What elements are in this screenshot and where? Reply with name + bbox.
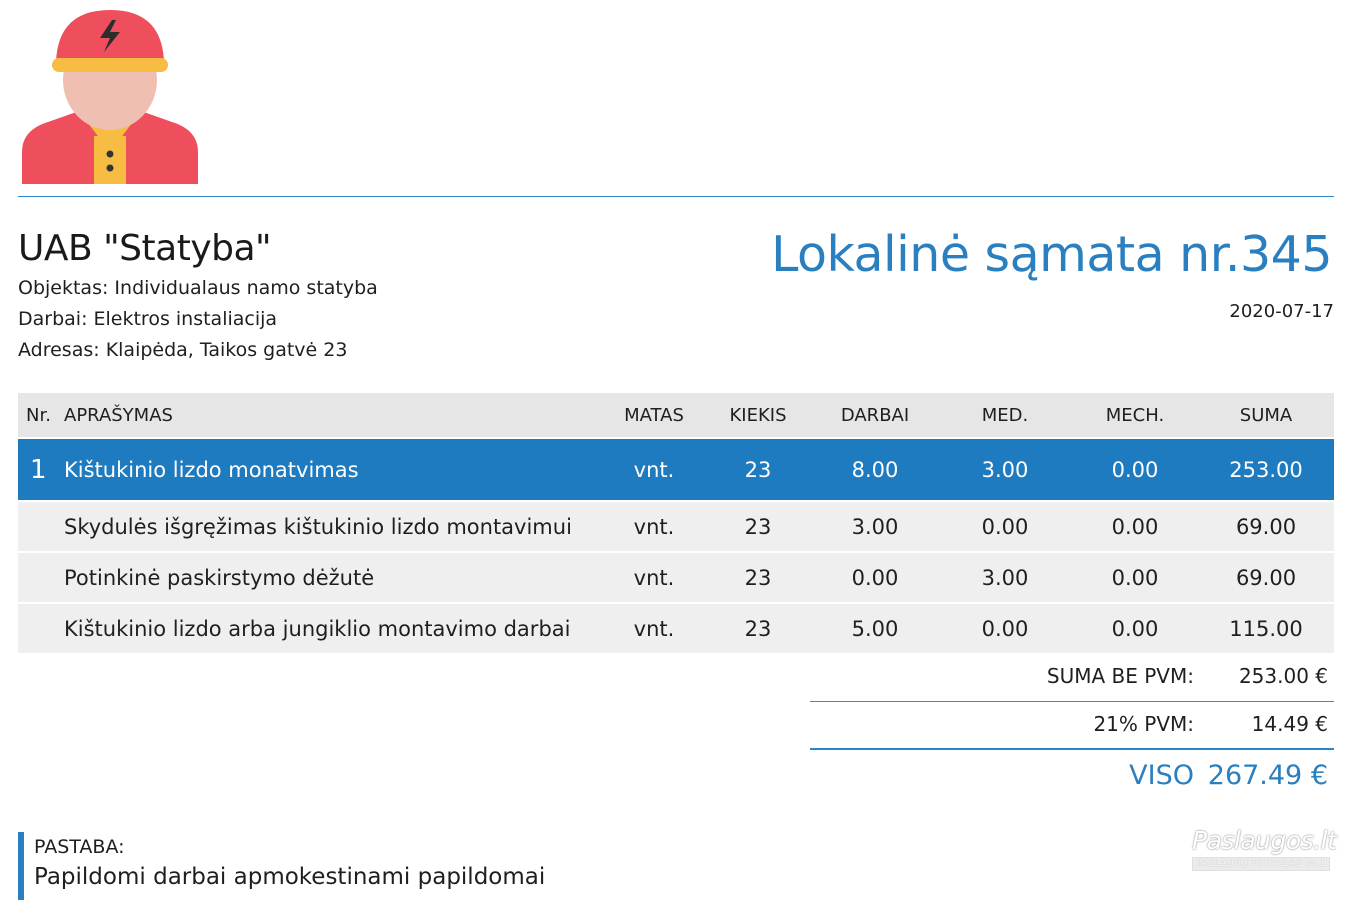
row-unit: vnt. (604, 500, 704, 551)
row-mat: 0.00 (938, 500, 1072, 551)
col-nr-header: Nr. (18, 393, 58, 437)
col-mech-header: MECH. (1072, 393, 1198, 437)
col-mat-header: MED. (938, 393, 1072, 437)
vat-value: 14.49 € (1251, 712, 1328, 736)
row-desc: Potinkinė paskirstymo dėžutė (58, 551, 604, 602)
row-qty: 23 (704, 551, 812, 602)
note-label: PASTABA: (34, 836, 125, 858)
row-qty: 23 (704, 602, 812, 653)
address-line: Adresas: Klaipėda, Taikos gatvė 23 (18, 339, 348, 361)
row-desc: Kištukinio lizdo arba jungiklio montavimo darbai (58, 602, 604, 653)
row-mech: 0.00 (1072, 500, 1198, 551)
col-desc-header: APRAŠYMAS (58, 393, 604, 437)
row-sum: 69.00 (1198, 500, 1334, 551)
estimate-table (18, 393, 1334, 653)
object-line: Objektas: Individualaus namo statyba (18, 277, 378, 299)
col-labor-header: DARBAI (812, 393, 938, 437)
row-nr-empty (18, 551, 58, 602)
subtotal-row (810, 664, 1334, 694)
subtotal-label: SUMA BE PVM: (1046, 664, 1194, 688)
note-block (18, 832, 545, 900)
table-row[interactable] (18, 551, 1334, 602)
row-mech: 0.00 (1072, 437, 1198, 500)
row-mat: 3.00 (938, 551, 1072, 602)
total-value: 267.49 € (1207, 760, 1328, 791)
row-sum: 115.00 (1198, 602, 1334, 653)
document-title: Lokalinė sąmata nr.345 (771, 226, 1332, 283)
row-mat: 0.00 (938, 602, 1072, 653)
works-line: Darbai: Elektros instaliacija (18, 308, 278, 330)
total-row (810, 760, 1334, 800)
row-mech: 0.00 (1072, 602, 1198, 653)
row-qty: 23 (704, 437, 812, 500)
row-labor: 3.00 (812, 500, 938, 551)
row-unit: vnt. (604, 602, 704, 653)
note-text: Papildomi darbai apmokestinami papildomai (34, 864, 546, 890)
watermark-main: Paslaugos.lt (1192, 826, 1337, 855)
col-sum-header: SUMA (1198, 393, 1334, 437)
vat-label: 21% PVM: (1093, 712, 1194, 736)
col-unit-header: MATAS (604, 393, 704, 437)
company-name: UAB "Statyba" (18, 228, 272, 269)
row-desc: Skydulės išgręžimas kištukinio lizdo montavimui (58, 500, 604, 551)
total-label: VISO (1129, 760, 1194, 791)
header-divider (18, 196, 1334, 197)
subtotal-value: 253.00 € (1238, 664, 1328, 688)
row-qty: 23 (704, 500, 812, 551)
row-unit: vnt. (604, 437, 704, 500)
row-labor: 0.00 (812, 551, 938, 602)
row-nr-empty (18, 500, 58, 551)
row-mat: 3.00 (938, 437, 1072, 500)
watermark-sub: PASLAUGŲ PORTALAS Nr.1 (1192, 857, 1330, 871)
row-mech: 0.00 (1072, 551, 1198, 602)
table-header-row (18, 393, 1334, 437)
row-desc: Kištukinio lizdo monatvimas (58, 437, 604, 500)
row-nr: 1 (18, 437, 58, 500)
row-nr-empty (18, 602, 58, 653)
total-divider (810, 748, 1334, 750)
row-sum: 253.00 (1198, 437, 1334, 500)
row-labor: 5.00 (812, 602, 938, 653)
paslaugos-watermark (1192, 826, 1337, 878)
table-row[interactable] (18, 602, 1334, 653)
row-sum: 69.00 (1198, 551, 1334, 602)
table-row-main[interactable] (18, 437, 1334, 500)
subtotal-divider (810, 701, 1334, 702)
document-date: 2020-07-17 (1229, 301, 1334, 322)
table-row[interactable] (18, 500, 1334, 551)
row-labor: 8.00 (812, 437, 938, 500)
vat-row (810, 712, 1334, 742)
col-qty-header: KIEKIS (704, 393, 812, 437)
electrician-avatar-icon (20, 2, 200, 186)
row-unit: vnt. (604, 551, 704, 602)
